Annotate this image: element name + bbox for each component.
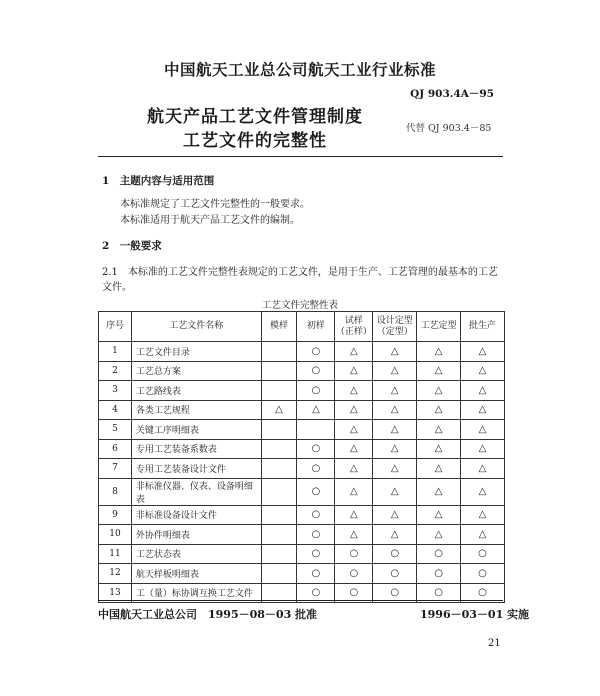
table-row xyxy=(99,381,505,401)
process-document-completeness-table xyxy=(98,311,505,603)
cell-design: △ xyxy=(373,459,417,479)
cell-design: △ xyxy=(373,478,417,505)
cell-proto: △ xyxy=(297,400,335,420)
header-design-line-2: （定型） xyxy=(376,326,413,337)
table-row xyxy=(99,525,505,545)
section-1-paragraph-1: 本标准规定了工艺文件完整性的一般要求。 xyxy=(120,199,310,210)
cell-batch: △ xyxy=(461,525,505,545)
cell-trial: ○ xyxy=(335,583,373,603)
cell-batch: △ xyxy=(461,400,505,420)
table-row xyxy=(99,564,505,584)
cell-batch: △ xyxy=(461,342,505,362)
table-row xyxy=(99,361,505,381)
cell-model xyxy=(261,381,297,401)
cell-model xyxy=(261,420,297,440)
cell-model xyxy=(261,505,297,525)
cell-proto: ○ xyxy=(297,361,335,381)
cell-process: ○ xyxy=(417,583,461,603)
cell-proto: ○ xyxy=(297,459,335,479)
cell-proto: ○ xyxy=(297,505,335,525)
cell-process: △ xyxy=(417,381,461,401)
cell-design: △ xyxy=(373,381,417,401)
header-no: 序号 xyxy=(99,312,132,342)
cell-proto: ○ xyxy=(297,439,335,459)
cell-trial: △ xyxy=(335,381,373,401)
table-row xyxy=(99,459,505,479)
cell-trial: △ xyxy=(335,439,373,459)
header-design-line-1: 设计定型 xyxy=(376,315,413,326)
cell-design: △ xyxy=(373,361,417,381)
table-row xyxy=(99,505,505,525)
cell-design: △ xyxy=(373,505,417,525)
cell-model xyxy=(261,525,297,545)
cell-process: △ xyxy=(417,439,461,459)
cell-design: ○ xyxy=(373,544,417,564)
cell-process: △ xyxy=(417,505,461,525)
implementation-date: 1996－03－01 实施 xyxy=(420,608,530,621)
cell-name: 非标准仪器、仪表、设备明细表 xyxy=(131,478,261,505)
cell-batch: △ xyxy=(461,420,505,440)
footer-divider xyxy=(98,600,503,601)
cell-no: 5 xyxy=(99,420,132,440)
header-trial-line-2: （正样） xyxy=(335,326,372,337)
cell-proto: ○ xyxy=(297,544,335,564)
header-divider xyxy=(98,156,503,157)
table-header-row xyxy=(99,312,505,342)
cell-proto: ○ xyxy=(297,583,335,603)
cell-no: 1 xyxy=(99,342,132,362)
cell-process: △ xyxy=(417,420,461,440)
cell-no: 12 xyxy=(99,564,132,584)
section-2-heading: 2 一般要求 xyxy=(102,240,162,252)
cell-no: 9 xyxy=(99,505,132,525)
header-batch-production: 批生产 xyxy=(461,312,505,342)
cell-batch: ○ xyxy=(461,544,505,564)
approval-statement: 中国航天工业总公司 1995－08－03 批准 xyxy=(98,608,318,621)
cell-no: 11 xyxy=(99,544,132,564)
cell-design: ○ xyxy=(373,583,417,603)
table-row xyxy=(99,544,505,564)
cell-batch: △ xyxy=(461,459,505,479)
cell-proto: ○ xyxy=(297,525,335,545)
cell-model xyxy=(261,439,297,459)
cell-model xyxy=(261,478,297,505)
cell-batch: △ xyxy=(461,439,505,459)
cell-name: 专用工艺装备设计文件 xyxy=(131,459,261,479)
cell-trial: △ xyxy=(335,459,373,479)
cell-model xyxy=(261,459,297,479)
header-trial-line-1: 试样 xyxy=(344,315,363,326)
cell-design: △ xyxy=(373,439,417,459)
cell-batch: △ xyxy=(461,478,505,505)
cell-process: △ xyxy=(417,459,461,479)
cell-trial: △ xyxy=(335,478,373,505)
cell-batch: △ xyxy=(461,381,505,401)
replaces-standard-note: 代替 QJ 903.4－85 xyxy=(406,123,492,134)
cell-proto: ○ xyxy=(297,564,335,584)
cell-trial: ○ xyxy=(335,564,373,584)
cell-trial: △ xyxy=(335,505,373,525)
cell-design: △ xyxy=(373,400,417,420)
cell-no: 8 xyxy=(99,478,132,505)
cell-name: 航天样板明细表 xyxy=(131,564,261,584)
clause-2-1-line-1: 2.1 本标准的工艺文件完整性表规定的工艺文件，是用于生产、工艺管理的最基本的工艺 xyxy=(102,267,498,278)
cell-no: 3 xyxy=(99,381,132,401)
cell-name: 专用工艺装备系数表 xyxy=(131,439,261,459)
cell-no: 6 xyxy=(99,439,132,459)
cell-name: 各类工艺规程 xyxy=(131,400,261,420)
document-title-line-2: 工艺文件的完整性 xyxy=(183,131,327,151)
cell-name: 工艺状态表 xyxy=(131,544,261,564)
cell-proto xyxy=(297,420,335,440)
header-model: 模样 xyxy=(261,312,297,342)
cell-no: 10 xyxy=(99,525,132,545)
cell-no: 13 xyxy=(99,583,132,603)
table-row xyxy=(99,478,505,505)
header-process-finalization: 工艺定型 xyxy=(417,312,461,342)
cell-batch: ○ xyxy=(461,564,505,584)
clause-2-1-line-2: 文件。 xyxy=(102,282,132,293)
cell-name: 工艺总方案 xyxy=(131,361,261,381)
cell-name: 工（量）标协调互换工艺文件 xyxy=(131,583,261,603)
cell-design: △ xyxy=(373,342,417,362)
cell-batch: △ xyxy=(461,361,505,381)
cell-name: 关键工序明细表 xyxy=(131,420,261,440)
cell-name: 工艺路线表 xyxy=(131,381,261,401)
cell-design: △ xyxy=(373,525,417,545)
header-trial xyxy=(335,312,373,342)
cell-process: △ xyxy=(417,400,461,420)
cell-no: 7 xyxy=(99,459,132,479)
cell-name: 工艺文件目录 xyxy=(131,342,261,362)
cell-process: △ xyxy=(417,342,461,362)
cell-proto: ○ xyxy=(297,381,335,401)
header-design-finalization xyxy=(373,312,417,342)
table-row xyxy=(99,342,505,362)
cell-process: △ xyxy=(417,478,461,505)
cell-model xyxy=(261,544,297,564)
table-row xyxy=(99,439,505,459)
cell-proto: ○ xyxy=(297,478,335,505)
cell-model: △ xyxy=(261,400,297,420)
cell-trial: △ xyxy=(335,361,373,381)
cell-design: ○ xyxy=(373,564,417,584)
table-body xyxy=(99,342,505,603)
cell-name: 外协件明细表 xyxy=(131,525,261,545)
document-title-line-1: 航天产品工艺文件管理制度 xyxy=(147,107,363,127)
cell-process: ○ xyxy=(417,564,461,584)
table-row xyxy=(99,400,505,420)
cell-trial: △ xyxy=(335,420,373,440)
cell-batch: △ xyxy=(461,505,505,525)
header-name: 工艺文件名称 xyxy=(131,312,261,342)
organization-header: 中国航天工业总公司航天工业行业标准 xyxy=(163,60,436,79)
cell-trial: △ xyxy=(335,400,373,420)
table-row xyxy=(99,420,505,440)
table-caption: 工艺文件完整性表 xyxy=(261,300,338,311)
cell-process: ○ xyxy=(417,544,461,564)
cell-proto: ○ xyxy=(297,342,335,362)
cell-trial: △ xyxy=(335,342,373,362)
standard-code: QJ 903.4A－95 xyxy=(410,88,494,100)
cell-trial: ○ xyxy=(335,544,373,564)
cell-model xyxy=(261,361,297,381)
cell-process: △ xyxy=(417,361,461,381)
cell-no: 2 xyxy=(99,361,132,381)
header-prototype: 初样 xyxy=(297,312,335,342)
cell-name: 非标准设备设计文件 xyxy=(131,505,261,525)
page-number: 21 xyxy=(488,638,501,649)
cell-trial: △ xyxy=(335,525,373,545)
cell-no: 4 xyxy=(99,400,132,420)
section-1-heading: 1 主题内容与适用范围 xyxy=(102,175,215,187)
cell-model xyxy=(261,564,297,584)
cell-design: △ xyxy=(373,420,417,440)
cell-model xyxy=(261,342,297,362)
cell-batch: ○ xyxy=(461,583,505,603)
section-1-paragraph-2: 本标准适用于航天产品工艺文件的编制。 xyxy=(120,215,300,226)
cell-process: △ xyxy=(417,525,461,545)
